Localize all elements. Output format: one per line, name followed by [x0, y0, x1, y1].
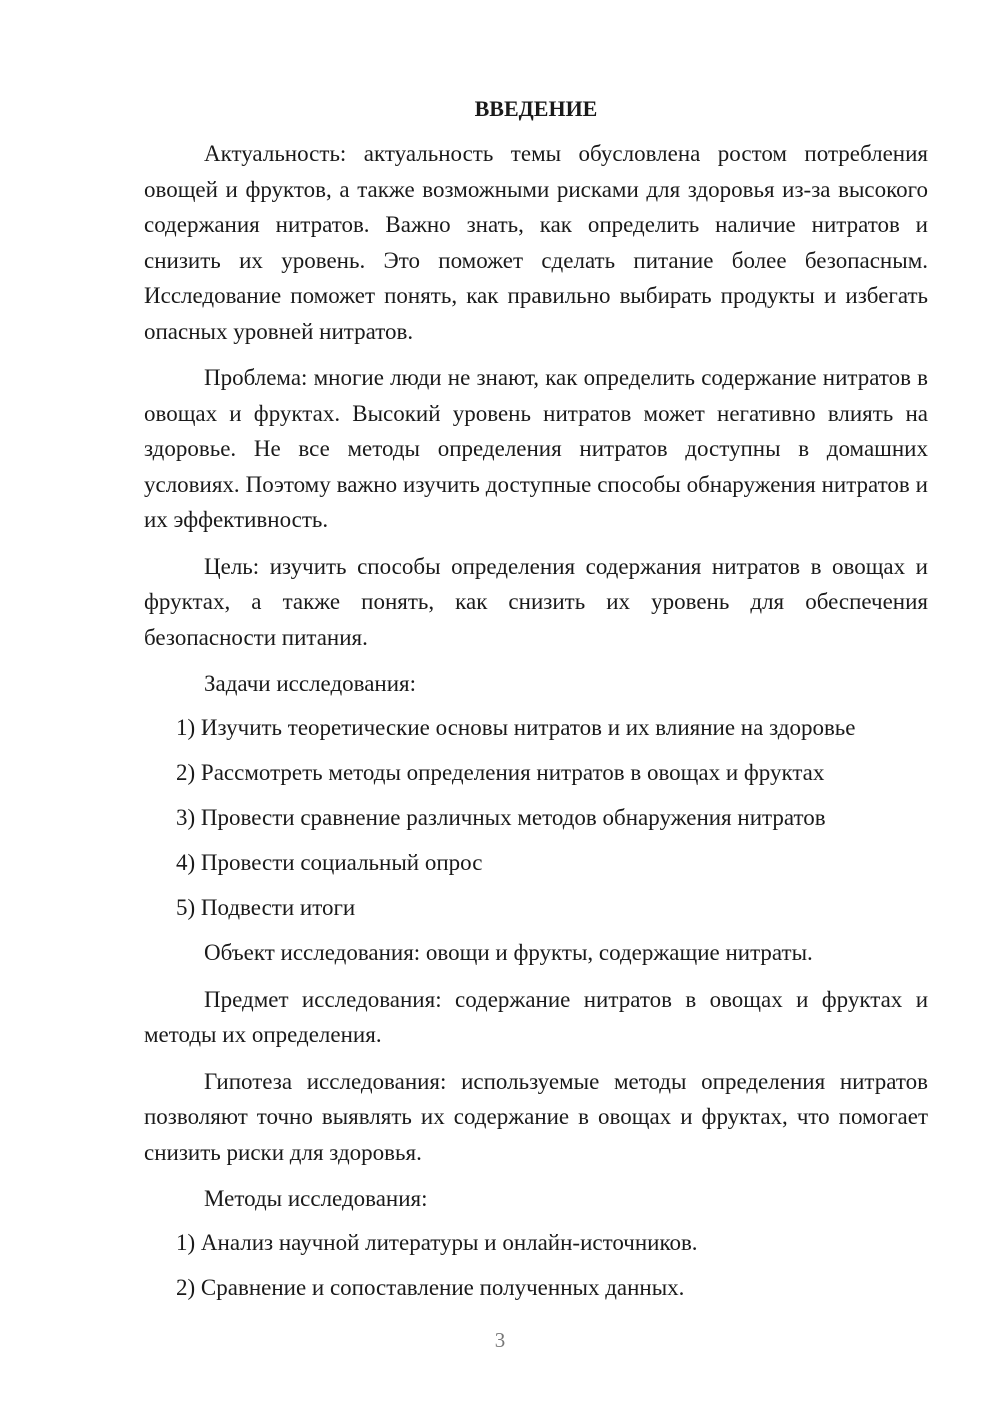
object-paragraph: Объект исследования: овощи и фрукты, содержащие нитраты.: [204, 940, 813, 965]
subject-paragraph: Предмет исследования: содержание нитратов в овощах и фруктах и методы их определения.: [144, 986, 928, 1047]
problem-paragraph: Проблема: многие люди не знают, как определить содержание нитратов в овощах и фруктах. Высокий уровень нитратов может негативно влиять на здоровье. Не все методы определения нитратов доступны в домашних условиях. Поэтому важно изучить доступные способы обнаружения нитратов и их эффективность.: [144, 365, 928, 532]
hypothesis-paragraph: Гипотеза исследования: используемые методы определения нитратов позволяют точно выявлять их содержание в овощах и фруктах, что помогает снизить риски для здоровья.: [144, 1068, 928, 1165]
page-title: ВВЕДЕНИЕ: [474, 96, 598, 121]
page-content: [144, 94, 928, 1315]
tasks-list: [144, 710, 928, 925]
methods-heading: Методы исследования:: [204, 1186, 428, 1211]
task-item: 5) Подвести итоги: [176, 895, 356, 920]
goal-paragraph: Цель: изучить способы определения содержания нитратов в овощах и фруктах, а также понять, как снизить их уровень для обеспечения безопасности питания.: [144, 553, 928, 650]
task-item: 3) Провести сравнение различных методов обнаружения нитратов: [176, 805, 826, 830]
task-item: 1) Изучить теоретические основы нитратов и их влияние на здоровье: [176, 715, 856, 740]
relevance-paragraph: Актуальность: актуальность темы обусловлена ростом потребления овощей и фруктов, а также возможными рисками для здоровья из-за высокого содержания нитратов. Важно знать, как определить наличие нитратов и снизить их уровень. Это поможет сделать питание более безопасным. Исследование поможет понять, как правильно выбирать продукты и избегать опасных уровней нитратов.: [144, 141, 928, 344]
method-item: 2) Сравнение и сопоставление полученных данных.: [176, 1275, 685, 1300]
tasks-heading: Задачи исследования:: [204, 671, 417, 696]
task-item: 4) Провести социальный опрос: [176, 850, 483, 875]
page-number: 3: [494, 1328, 506, 1352]
method-item: 1) Анализ научной литературы и онлайн-источников.: [176, 1230, 698, 1255]
methods-list: [144, 1225, 928, 1305]
task-item: 2) Рассмотреть методы определения нитратов в овощах и фруктах: [176, 760, 825, 785]
